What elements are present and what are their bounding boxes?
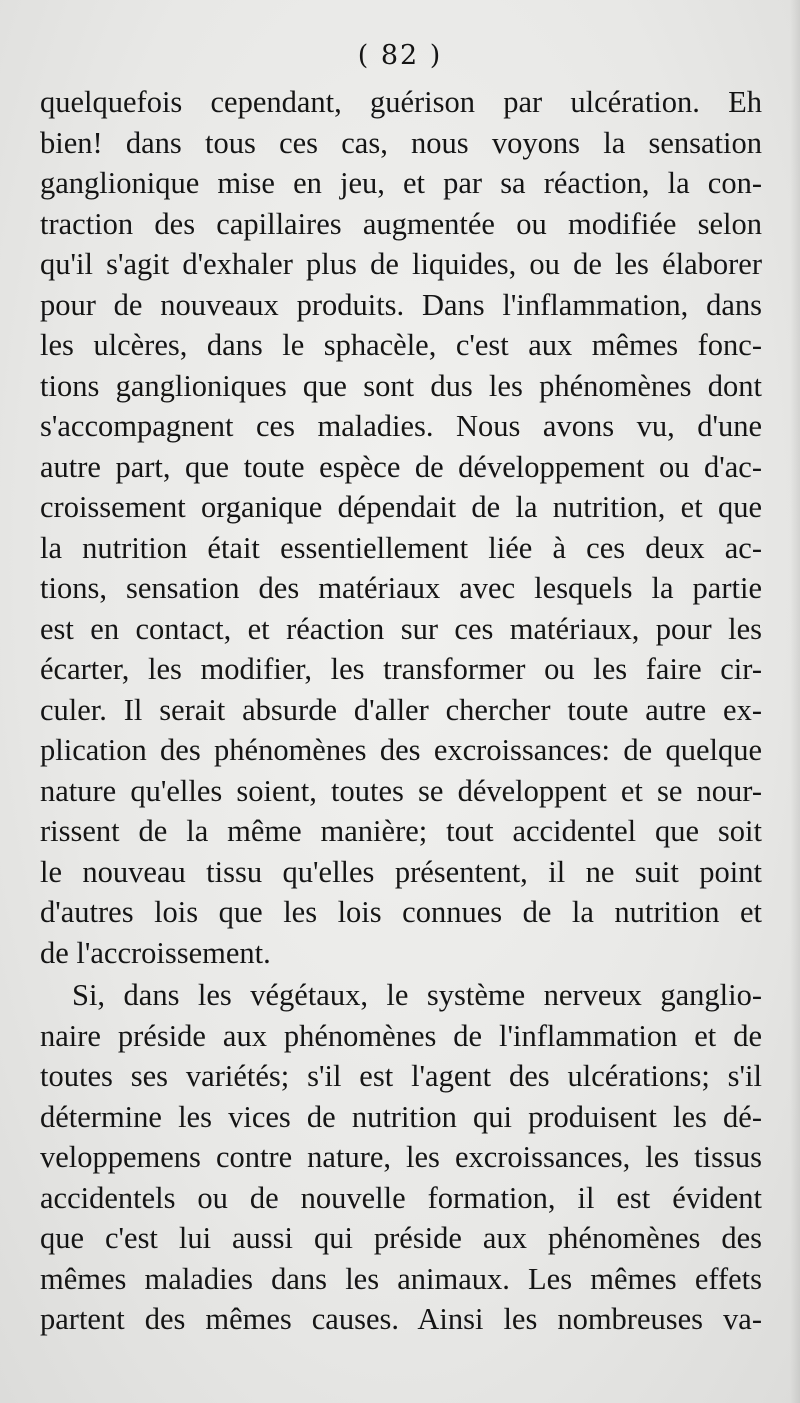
text-line: nature qu'elles soient, toutes se développent et se nour- bbox=[40, 773, 762, 808]
text-line: traction des capillaires augmentée ou modifiée selon bbox=[40, 206, 762, 241]
text-line: ganglionique mise en jeu, et par sa réaction, la con- bbox=[40, 166, 762, 200]
body-text bbox=[40, 82, 762, 1340]
text-line: partent des mêmes causes. Ainsi les nombreuses va- bbox=[40, 1302, 762, 1336]
text-line: accidentels ou de nouvelle formation, il est évident bbox=[40, 1180, 762, 1215]
text-line: de l'accroissement. bbox=[40, 935, 271, 970]
text-line: toutes ses variétés; s'il est l'agent des ulcérations; s'il bbox=[40, 1059, 762, 1093]
text-line: qu'il s'agit d'exhaler plus de liquides, ou de les élaborer bbox=[40, 247, 762, 281]
text-line: s'accompagnent ces maladies. Nous avons vu, d'une bbox=[40, 409, 762, 443]
text-line: que c'est lui aussi qui préside aux phénomènes des bbox=[40, 1221, 762, 1255]
text-line: est en contact, et réaction sur ces matériaux, pour les bbox=[40, 611, 762, 646]
text-line: naire préside aux phénomènes de l'inflammation et de bbox=[40, 1018, 762, 1053]
text-line: Si, dans les végétaux, le système nerveux ganglio- bbox=[72, 978, 762, 1012]
text-line: tions ganglioniques que sont dus les phénomènes dont bbox=[40, 368, 762, 403]
text-line: les ulcères, dans le sphacèle, c'est aux mêmes fonc- bbox=[40, 328, 762, 362]
text-line: autre part, que toute espèce de développement ou d'ac- bbox=[40, 449, 762, 484]
text-line: mêmes maladies dans les animaux. Les mêmes effets bbox=[40, 1261, 762, 1296]
text-line: culer. Il serait absurde d'aller chercher toute autre ex- bbox=[40, 692, 762, 727]
text-line: rissent de la même manière; tout accidentel que soit bbox=[40, 814, 762, 848]
text-line: pour de nouveaux produits. Dans l'inflammation, dans bbox=[40, 287, 762, 322]
text-line: d'autres lois que les lois connues de la nutrition et bbox=[40, 895, 762, 929]
paragraph-1 bbox=[40, 82, 762, 973]
page-number: ( 82 ) bbox=[357, 40, 443, 71]
text-line: plication des phénomènes des excroissances: de quelque bbox=[40, 733, 762, 767]
text-line: écarter, les modifier, les transformer ou les faire cir- bbox=[40, 652, 762, 686]
page-edge-shadow bbox=[790, 0, 800, 1403]
text-line: le nouveau tissu qu'elles présentent, il ne suit point bbox=[40, 854, 762, 889]
text-line: tions, sensation des matériaux avec lesquels la partie bbox=[40, 571, 762, 605]
text-line: bien! dans tous ces cas, nous voyons la sensation bbox=[40, 125, 762, 160]
paragraph-2 bbox=[40, 975, 762, 1340]
text-line: quelquefois cependant, guérison par ulcération. Eh bbox=[40, 85, 762, 119]
text-line: détermine les vices de nutrition qui produisent les dé- bbox=[40, 1099, 762, 1134]
text-line: la nutrition était essentiellement liée à ces deux ac- bbox=[40, 530, 762, 565]
text-line: veloppemens contre nature, les excroissances, les tissus bbox=[40, 1140, 762, 1174]
text-line: croissement organique dépendait de la nutrition, et que bbox=[40, 490, 762, 524]
